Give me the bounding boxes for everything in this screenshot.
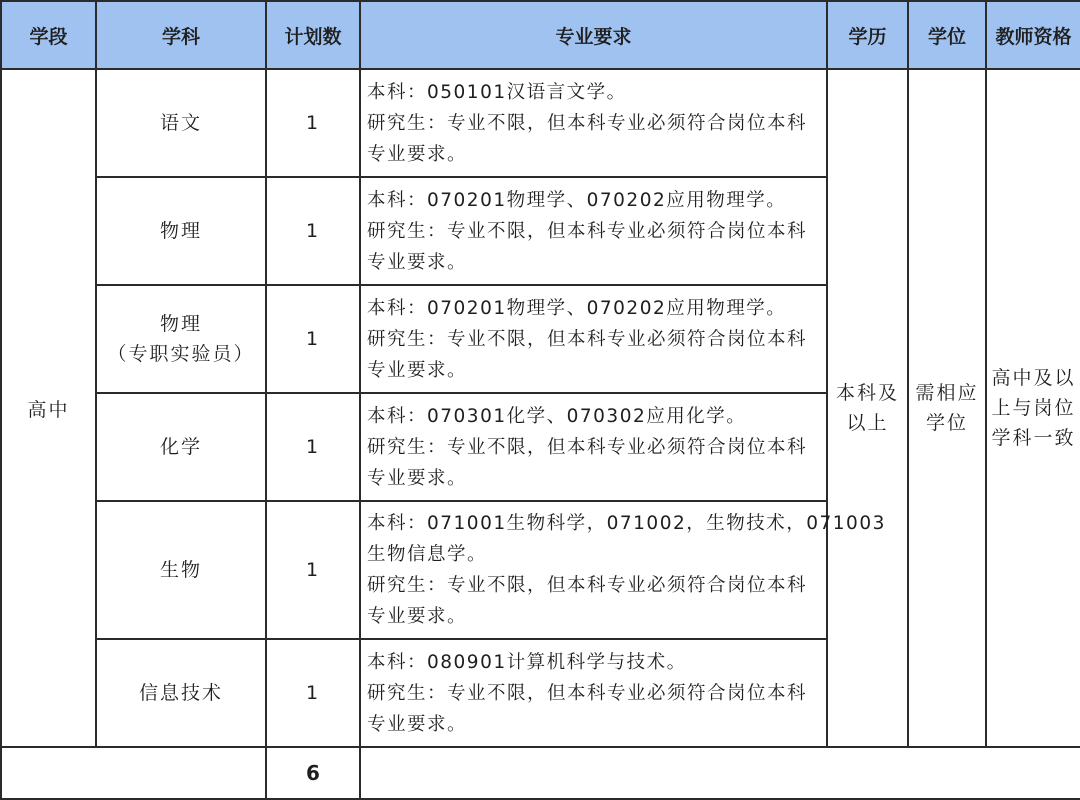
stage-cell: 高中	[1, 69, 96, 747]
subject-cell	[96, 639, 266, 747]
requirement-line: 本科：070201物理学、070202应用物理学。	[367, 189, 787, 211]
header-plan-count: 计划数	[266, 1, 360, 69]
requirement-line: 专业要求。	[367, 143, 468, 165]
requirement-cell	[360, 69, 827, 177]
requirement-line: 研究生：专业不限，但本科专业必须符合岗位本科	[367, 328, 808, 350]
requirement-line: 本科：050101汉语言文学。	[367, 81, 627, 103]
count-cell: 1	[266, 639, 360, 747]
subject-line: （专职实验员）	[107, 343, 255, 365]
requirement-cell	[360, 177, 827, 285]
qualification-line: 高中及以	[991, 367, 1076, 389]
degree-line: 需相应	[915, 382, 979, 404]
subject-line: 生物	[159, 559, 202, 581]
subject-cell	[96, 501, 266, 639]
requirement-line: 研究生：专业不限，但本科专业必须符合岗位本科	[367, 682, 808, 704]
requirement-line: 研究生：专业不限，但本科专业必须符合岗位本科	[367, 112, 808, 134]
requirement-line: 专业要求。	[367, 359, 468, 381]
requirement-line: 本科：070301化学、070302应用化学。	[367, 405, 747, 427]
header-subject: 学科	[96, 1, 266, 69]
degree-cell	[908, 69, 986, 747]
header-degree: 学位	[908, 1, 986, 69]
requirement-line: 本科：070201物理学、070202应用物理学。	[367, 297, 787, 319]
requirement-line: 本科：071001生物科学，071002，生物技术，071003	[367, 513, 886, 534]
qualification-cell	[986, 69, 1080, 747]
header-teacher-qualification: 教师资格	[986, 1, 1080, 69]
requirement-line: 研究生：专业不限，但本科专业必须符合岗位本科	[367, 220, 808, 242]
count-cell: 1	[266, 69, 360, 177]
qualification-line: 上与岗位	[991, 397, 1076, 419]
requirement-line: 专业要求。	[367, 606, 468, 627]
header-stage: 学段	[1, 1, 96, 69]
requirement-line: 研究生：专业不限，但本科专业必须符合岗位本科	[367, 575, 808, 596]
requirement-line: 专业要求。	[367, 713, 468, 735]
requirement-line: 生物信息学。	[367, 544, 488, 565]
count-cell: 1	[266, 177, 360, 285]
subject-line: 信息技术	[138, 682, 223, 704]
education-cell	[827, 69, 908, 747]
requirement-cell	[360, 501, 886, 639]
header-row	[1, 1, 1080, 69]
header-major-requirement: 专业要求	[360, 1, 827, 69]
requirement-line: 专业要求。	[367, 251, 468, 273]
header-education: 学历	[827, 1, 908, 69]
qualification-line: 学科一致	[991, 427, 1076, 449]
subject-line: 物理	[159, 220, 202, 242]
subject-line: 物理	[159, 313, 202, 335]
degree-line: 学位	[925, 412, 968, 434]
requirement-cell	[360, 285, 827, 393]
requirement-line: 专业要求。	[367, 467, 468, 489]
requirement-cell	[360, 393, 827, 501]
requirement-line: 研究生：专业不限，但本科专业必须符合岗位本科	[367, 436, 808, 458]
total-label-cell	[1, 747, 266, 799]
subject-cell	[96, 177, 266, 285]
education-line: 本科及	[835, 382, 899, 404]
total-row	[1, 747, 1080, 799]
count-cell: 1	[266, 285, 360, 393]
education-line: 以上	[846, 412, 889, 434]
count-cell: 1	[266, 501, 360, 639]
subject-cell	[96, 393, 266, 501]
subject-cell	[96, 285, 266, 393]
subject-line: 语文	[159, 112, 202, 134]
total-count: 6	[266, 747, 360, 799]
subject-cell	[96, 69, 266, 177]
count-cell: 1	[266, 393, 360, 501]
requirement-line: 本科：080901计算机科学与技术。	[367, 651, 687, 673]
subject-line: 化学	[159, 436, 202, 458]
total-blank-cell	[360, 747, 1080, 799]
table-row	[1, 69, 1080, 177]
requirement-cell	[360, 639, 827, 747]
